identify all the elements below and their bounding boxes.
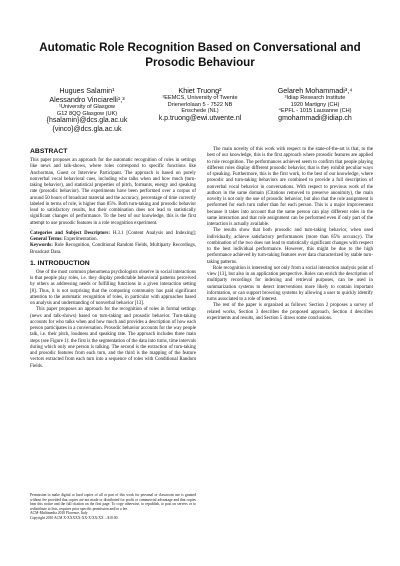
keywords-block bbox=[30, 243, 196, 256]
paragraph: The results show that both prosodic and turn-taking behavior, when used individually, achieve satisfactory performances (more than 85% accuracy). The combination of the two does not lead to statistically significant changes with respect to the best individual performance. However, this might be due to the high performance achieved by turn-taking features over data characterized by stable turn-taking patterns. bbox=[207, 228, 373, 265]
author-affiliation: ⁴EPFL - 1015 Lausanne (CH) bbox=[278, 108, 352, 115]
right-column bbox=[207, 147, 373, 322]
author-affiliation: ¹University of Glasgow bbox=[59, 104, 115, 110]
paragraph: This paper proposes an approach for the recognition of roles in formal settings (news and talk-shows) based on turn-taking and prosodic behavior. Turn-taking accounts for who talks when and how much and provides a description of how each person participates in a conversation. Prosodic behavior accounts for the way people talk, i.e. their pitch, loudness and speaking rate. The approach includes three main steps (see Figure 1): the first is the segmentation of the data into turns, time intervals during which only one person is talking. The second is the extraction of turn-taking and prosodic features from each turn, and the third is the mapping of the feature vectors extracted from each turn into a sequence of roles with Conditional Random Fields. bbox=[30, 307, 196, 369]
abstract-heading: ABSTRACT bbox=[30, 148, 68, 155]
categories-label: Categories and Subject Descriptors: bbox=[30, 230, 110, 236]
permission-text: Permission to make digital or hard copies of all or part of this work for personal or classroom use is granted without fee provided that copies are not made or distributed for profit or commercial advantage and that copies bear this notice and the full citation on the first page. To copy otherwise, to republish, to post on servers or to redistribute to lists, requires prior specific permission and/or a fee. bbox=[30, 493, 196, 511]
author-name: Khiet Truong² bbox=[178, 86, 222, 95]
author-name: Gelareh Mohammadi³,⁴ bbox=[277, 86, 353, 95]
general-terms-text: Experimentation. bbox=[63, 237, 98, 242]
general-terms-label: General Terms: bbox=[30, 237, 63, 242]
copyright-text: Copyright 2010 ACM X-XXXXX-XX-X/XX/XX ...$10.00. bbox=[30, 515, 119, 520]
author-affiliation: ²EEMCS, University of Twente bbox=[162, 95, 238, 101]
venue-text: ACM-Multimedia 2010 Florence, Italy bbox=[30, 511, 88, 516]
abstract-text: This paper proposes an approach for the automatic recognition of roles in settings like news and talk-shows, where roles correspond to specific functions like Anchorman, Guest or Interview Participant. The approach is based on purely nonverbal vocal behavioral cues, including who talks when and how much (turn-taking behavior), and statistical properties of pitch, formants, energy and speaking rate (prosodic behavior). The experiments have been performed over a corpus of around 50 hours of broadcast material and the accuracy, percentage of time correctly labeled in terms of role, is higher than 85%. Both turn-taking and prosodic behavior lead to satisfactory results, but their combination does not lead to statistically significant changes of performance. To the best of our knowledge, this is the first attempt to use prosodic features in a role recognition experiment. bbox=[30, 158, 196, 226]
author-affiliation: 1920 Martigny (CH) bbox=[290, 101, 340, 108]
author-salamin-vinciarelli bbox=[28, 86, 146, 134]
categories-text: H.3.1 [Content Analysis and Indexing] bbox=[112, 230, 195, 236]
author-mohammadi bbox=[256, 86, 374, 123]
keywords-label: Keywords: bbox=[30, 243, 53, 249]
author-truong bbox=[140, 86, 260, 123]
author-email: k.p.truong@ewi.utwente.nl bbox=[158, 114, 242, 122]
paragraph: Role recognition is interesting not only from a social interaction analysis point of view [13], but also in an application perspective. Roles can enrich the description of multiparty recordings for indexing and retrieval purposes, can be used in summarization systems to detect interventions more likely to contain important information, or can support browsing systems by allowing a user to quickly identify turns associated to a role of interest. bbox=[207, 265, 373, 302]
paragraph: One of the most common phenomena psychologists observe in social interactions is that people play roles, i.e. they display predictable behavioral patterns perceived by others as addressing needs or fulfilling functions in a given interaction setting [8]. Thus, it is not surprising that the computing community has paid significant attention to the automatic recognition of roles, in particular with approaches based on analysis and understanding of nonverbal behavior [13]. bbox=[30, 269, 196, 306]
author-email: {hsalamin}@dcs.gla.ac.uk bbox=[46, 117, 128, 125]
paragraph: The rest of the paper is organized as follows: Section 2 proposes a survey of related works, Section 3 describes the proposed approach, Section 4 describes experiments and results, and Section 5 draws some conclusions. bbox=[207, 303, 373, 321]
keywords-text: Role Recognition, Conditional Random Fields, Multiparty Recordings, Broadcast Data. bbox=[30, 243, 196, 255]
paper-title: Automatic Role Recognition Based on Conversational and Prosodic Behaviour bbox=[39, 41, 361, 69]
paragraph: The main novelty of this work with respect to the state-of-the-art is that, to the best of our knowledge, this is the first approach where prosodic features are applied to role recognition. The performances achieved seem to confirm that people playing different roles display different prosodic behavior, that is they exhibit peculiar ways of speaking. Furthermore, this is the first work, to the best of our knowledge, where prosodic and turn-taking behaviors are combined to provide a full description of nonverbal vocal behavior in conversations. With respect to previous work of the authors in the same domain (Citations removed to preserve anonimity), the main novelty is not only the use of prosodic behavior, but also that the role assignment is performed for each turn rather than for each person. This is a major improvement because it takes into account that the same person can play different roles in the same interaction and that role assignment can be performed even if only part of the interaction is actually available. bbox=[207, 147, 373, 227]
author-affiliation: Enschede (NL) bbox=[181, 108, 219, 115]
author-name: Alessandro Vinciarelli¹,³ bbox=[49, 95, 125, 104]
author-affiliation: Drienerlolaan 5 - 7522 NB bbox=[167, 101, 233, 108]
author-affiliation: ³Idiap Research Institute bbox=[284, 95, 346, 101]
author-affiliation: G12 8QQ Glasgow (UK) bbox=[56, 110, 118, 117]
permission-notice bbox=[30, 493, 196, 521]
left-column bbox=[30, 148, 196, 370]
section-heading-introduction: 1. INTRODUCTION bbox=[30, 259, 90, 267]
author-email: {vinco}@dcs.gla.ac.uk bbox=[52, 125, 122, 133]
author-email: gmohammadi@idiap.ch bbox=[278, 114, 352, 122]
categories-block: Categories and Subject Descriptors: H.3.1 [Content Analysis and Indexing]; General Terms: Experimentation. bbox=[30, 230, 196, 242]
author-name: Hugues Salamin¹ bbox=[59, 86, 115, 95]
